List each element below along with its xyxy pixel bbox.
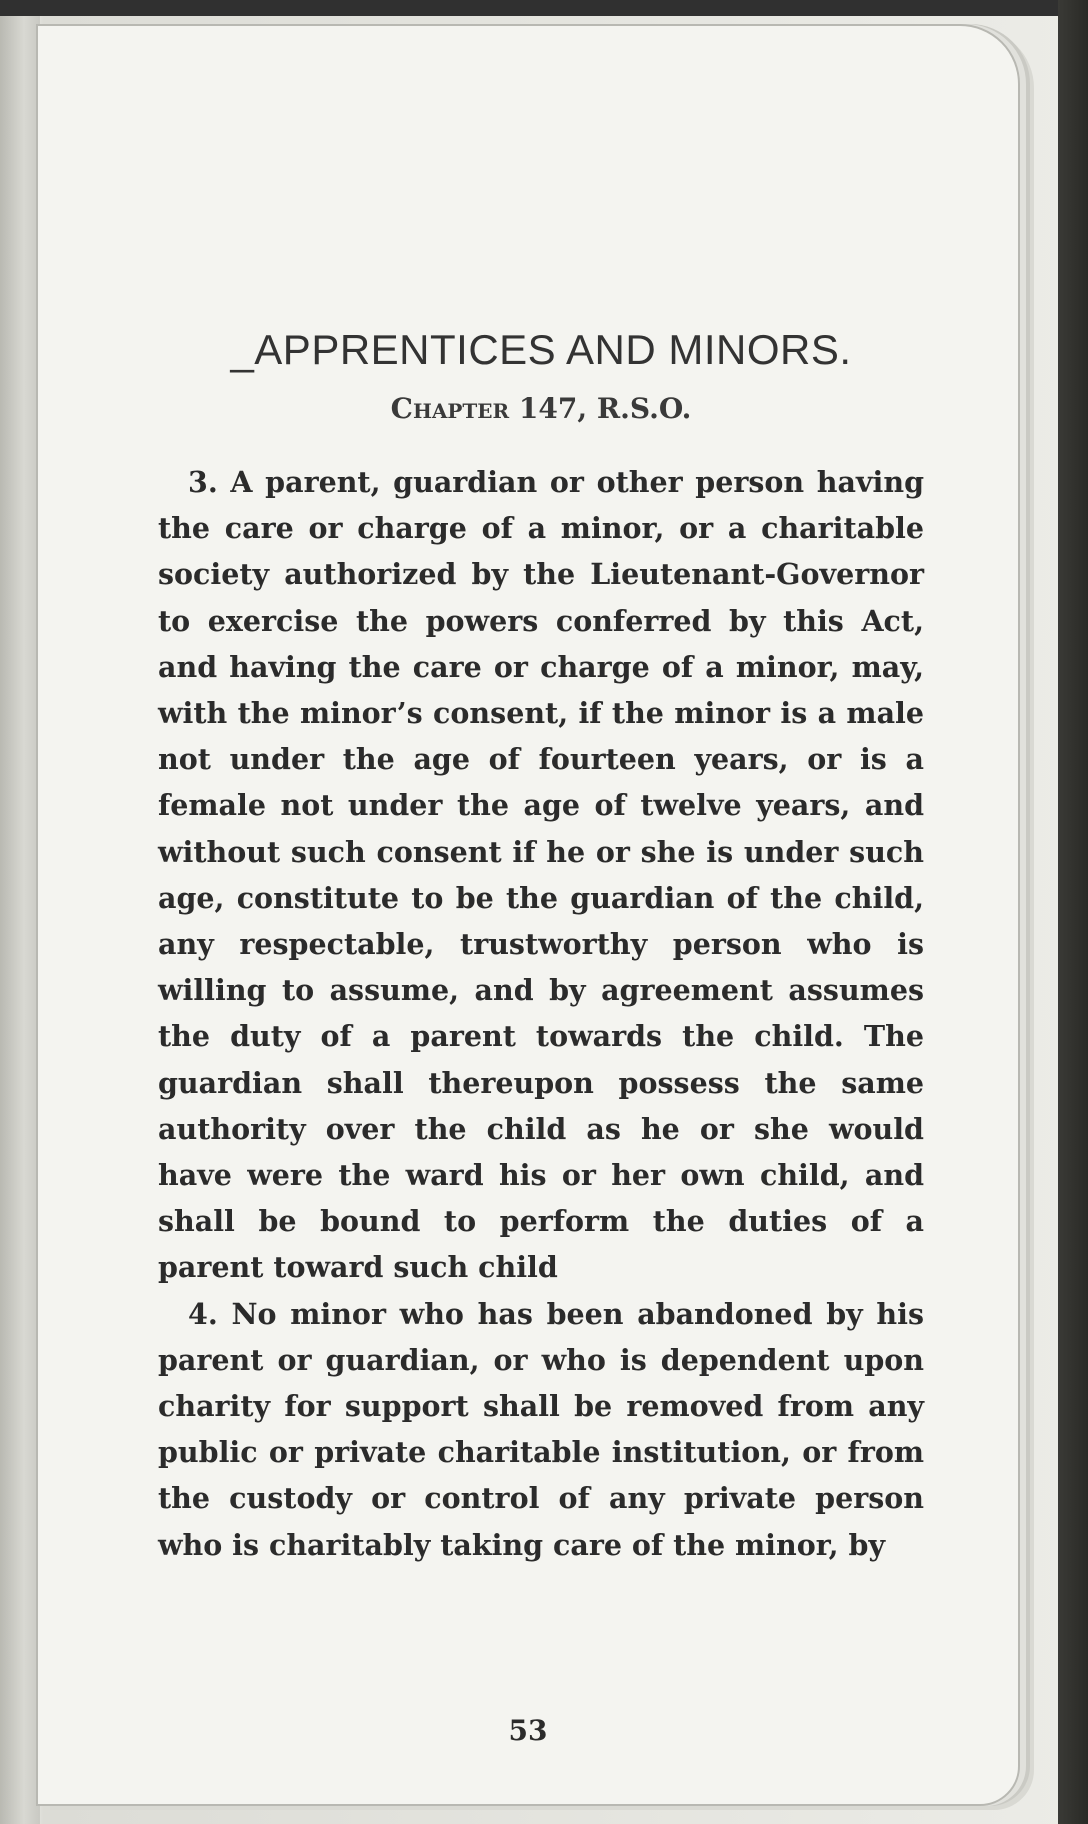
section-4-paragraph: 4. No minor who has been abandoned by his parent or guardian, or who is dependent upon charity for support shall be removed from any public or private charitable institution, or from the custody or control of any private person who is charitably taking care of the minor, by (158, 1296, 924, 1562)
page-content (158, 326, 924, 1568)
page-number: 53 (508, 1714, 548, 1747)
book-spine (0, 0, 40, 1824)
cover-right-edge (1058, 0, 1088, 1824)
chapter-reference: Chapter 147, R.S.O. (390, 392, 692, 425)
cover-top-edge (0, 0, 1088, 16)
page-title (158, 326, 924, 374)
section-3-paragraph: 3. A parent, guardian or other person having the care or charge of a minor, or a charitable society authorized by the Lieutenant-Governor to exercise the powers conferred by this Act, and having the care or charge of a minor, may, with the minor’s consent, if the minor is a male not under the age of fourteen years, or is a female not under the age of twelve years, and without such consent if he or she is under such age, constitute to be the guardian of the child, any respectable, trustworthy person who is willing to assume, and by agreement assumes the duty of a parent towards the child. The guardian shall thereupon possess the same authority over the child as he or she would have were the ward his or her own child, and shall be bound to perform the duties of a parent toward such child (158, 465, 924, 1285)
title-text: APPRENTICES AND MINORS. (254, 326, 852, 373)
title-mark: _ (230, 326, 255, 373)
book-page (36, 24, 1020, 1806)
